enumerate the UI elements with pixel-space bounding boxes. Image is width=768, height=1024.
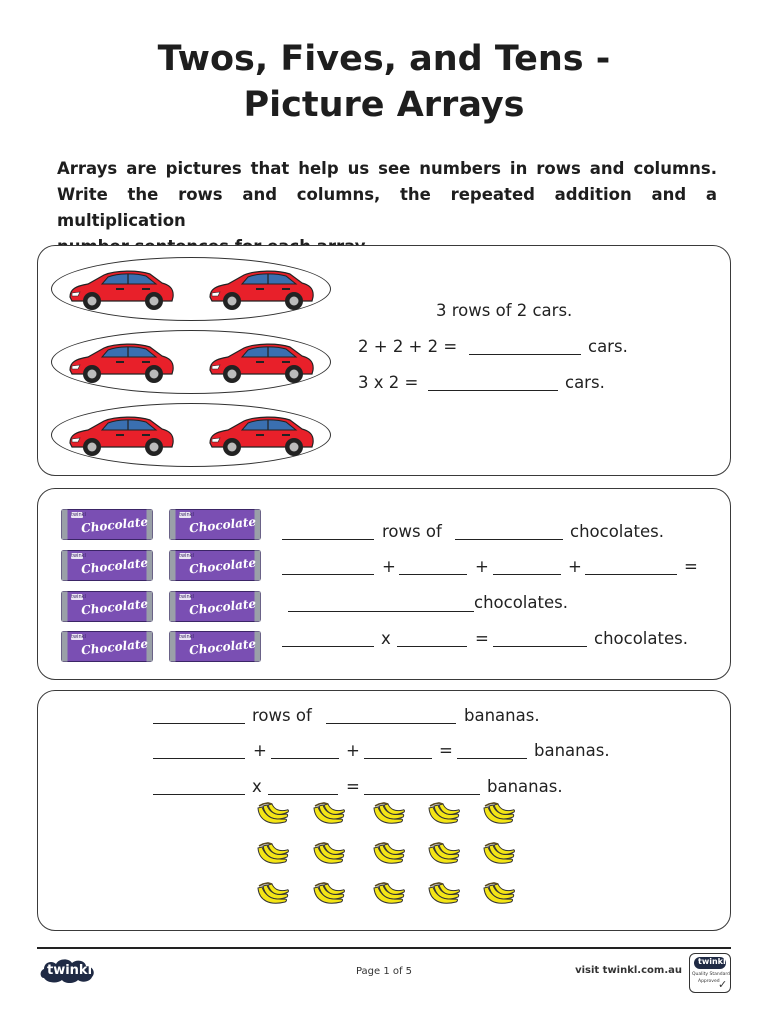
banana-product-blank[interactable] xyxy=(364,794,480,795)
choc-sum-suffix: chocolates. xyxy=(474,593,568,612)
car-icon xyxy=(204,340,316,384)
plus-sign: + xyxy=(346,741,360,760)
banana-icon xyxy=(481,842,515,868)
cars-addition-suffix: cars. xyxy=(588,337,628,356)
cars-multiplication-answer-blank[interactable] xyxy=(428,390,558,391)
banana-columns-blank[interactable] xyxy=(326,723,456,724)
cars-addition-prefix: 2 + 2 + 2 = xyxy=(358,337,458,356)
choc-addend-blank[interactable] xyxy=(399,574,467,575)
plus-sign: + xyxy=(382,557,396,576)
banana-factor-blank[interactable] xyxy=(153,794,245,795)
banana-addend-blank[interactable] xyxy=(364,758,432,759)
choc-addend-blank[interactable] xyxy=(585,574,677,575)
banana-sum-blank[interactable] xyxy=(457,758,527,759)
page-title xyxy=(0,36,768,128)
banana-icon xyxy=(311,882,345,908)
chocolate-bar-icon: twinkl Chocolate xyxy=(169,631,261,662)
title-line-1: Twos, Fives, and Tens - xyxy=(157,39,611,79)
banana-icon xyxy=(371,842,405,868)
chocolate-bar-icon: twinkl Chocolate xyxy=(61,631,153,662)
car-icon xyxy=(204,267,316,311)
choc-rows-blank[interactable] xyxy=(282,539,374,540)
equals-sign: = xyxy=(346,777,360,796)
instructions-line-1: Arrays are pictures that help us see numbers in rows and columns. xyxy=(57,159,717,178)
choc-rows-of-text: rows of xyxy=(382,522,442,541)
checkmark-icon: ✓ xyxy=(718,978,728,991)
chocolate-bar-icon: twinkl Chocolate xyxy=(61,591,153,622)
banana-addend-blank[interactable] xyxy=(271,758,339,759)
chocolate-array-panel xyxy=(37,488,731,680)
choc-columns-blank[interactable] xyxy=(455,539,563,540)
chocolate-bar-icon: twinkl Chocolate xyxy=(169,550,261,581)
chocolate-bar-icon: twinkl Chocolate xyxy=(169,509,261,540)
banana-icon xyxy=(426,882,460,908)
cars-addition-answer-blank[interactable] xyxy=(469,354,581,355)
banana-icon xyxy=(255,842,289,868)
choc-addend-blank[interactable] xyxy=(493,574,561,575)
plus-sign: + xyxy=(568,557,582,576)
times-sign: x xyxy=(381,629,391,648)
banana-icon xyxy=(371,882,405,908)
banana-icon xyxy=(371,802,405,828)
choc-factor-blank[interactable] xyxy=(282,646,374,647)
choc-factor-blank[interactable] xyxy=(397,646,467,647)
cars-multiplication-suffix: cars. xyxy=(565,373,605,392)
footer-divider xyxy=(37,947,731,949)
plus-sign: + xyxy=(253,741,267,760)
banana-product-suffix: bananas. xyxy=(487,777,563,796)
choc-product-suffix: chocolates. xyxy=(594,629,688,648)
website-link[interactable]: visit twinkl.com.au xyxy=(575,965,682,976)
banana-addend-blank[interactable] xyxy=(153,758,245,759)
banana-array-panel xyxy=(37,690,731,931)
cars-multiplication-prefix: 3 x 2 = xyxy=(358,373,419,392)
chocolate-bar-icon: twinkl Chocolate xyxy=(61,550,153,581)
banana-rows-suffix: bananas. xyxy=(464,706,540,725)
equals-sign: = xyxy=(684,557,698,576)
page-number: Page 1 of 5 xyxy=(355,966,413,977)
banana-icon xyxy=(255,882,289,908)
title-line-2: Picture Arrays xyxy=(243,85,525,125)
banana-icon xyxy=(311,842,345,868)
twinkl-logo: twinkl xyxy=(38,956,100,986)
chocolate-bar-icon: twinkl Chocolate xyxy=(61,509,153,540)
plus-sign: + xyxy=(475,557,489,576)
banana-rows-of-text: rows of xyxy=(252,706,312,725)
quality-standard-badge: twinkl Quality Standard Approved ✓ xyxy=(689,953,731,993)
times-sign: x xyxy=(252,777,262,796)
banana-sum-suffix: bananas. xyxy=(534,741,610,760)
equals-sign: = xyxy=(439,741,453,760)
banana-icon xyxy=(255,802,289,828)
choc-addend-blank[interactable] xyxy=(282,574,374,575)
car-icon xyxy=(64,267,176,311)
banana-rows-blank[interactable] xyxy=(153,723,245,724)
car-icon xyxy=(64,340,176,384)
car-icon xyxy=(64,413,176,457)
chocolate-bar-icon: twinkl Chocolate xyxy=(169,591,261,622)
car-icon xyxy=(204,413,316,457)
cars-rows-statement: 3 rows of 2 cars. xyxy=(436,301,573,320)
banana-factor-blank[interactable] xyxy=(268,794,338,795)
banana-icon xyxy=(311,802,345,828)
banana-icon xyxy=(426,802,460,828)
equals-sign: = xyxy=(475,629,489,648)
banana-icon xyxy=(426,842,460,868)
choc-sum-blank[interactable] xyxy=(288,611,474,612)
instructions-line-2: Write the rows and columns, the repeated addition and a multiplication xyxy=(57,185,717,230)
cars-array-panel xyxy=(37,245,731,476)
banana-icon xyxy=(481,802,515,828)
choc-product-blank[interactable] xyxy=(493,646,587,647)
banana-icon xyxy=(481,882,515,908)
choc-rows-suffix: chocolates. xyxy=(570,522,664,541)
